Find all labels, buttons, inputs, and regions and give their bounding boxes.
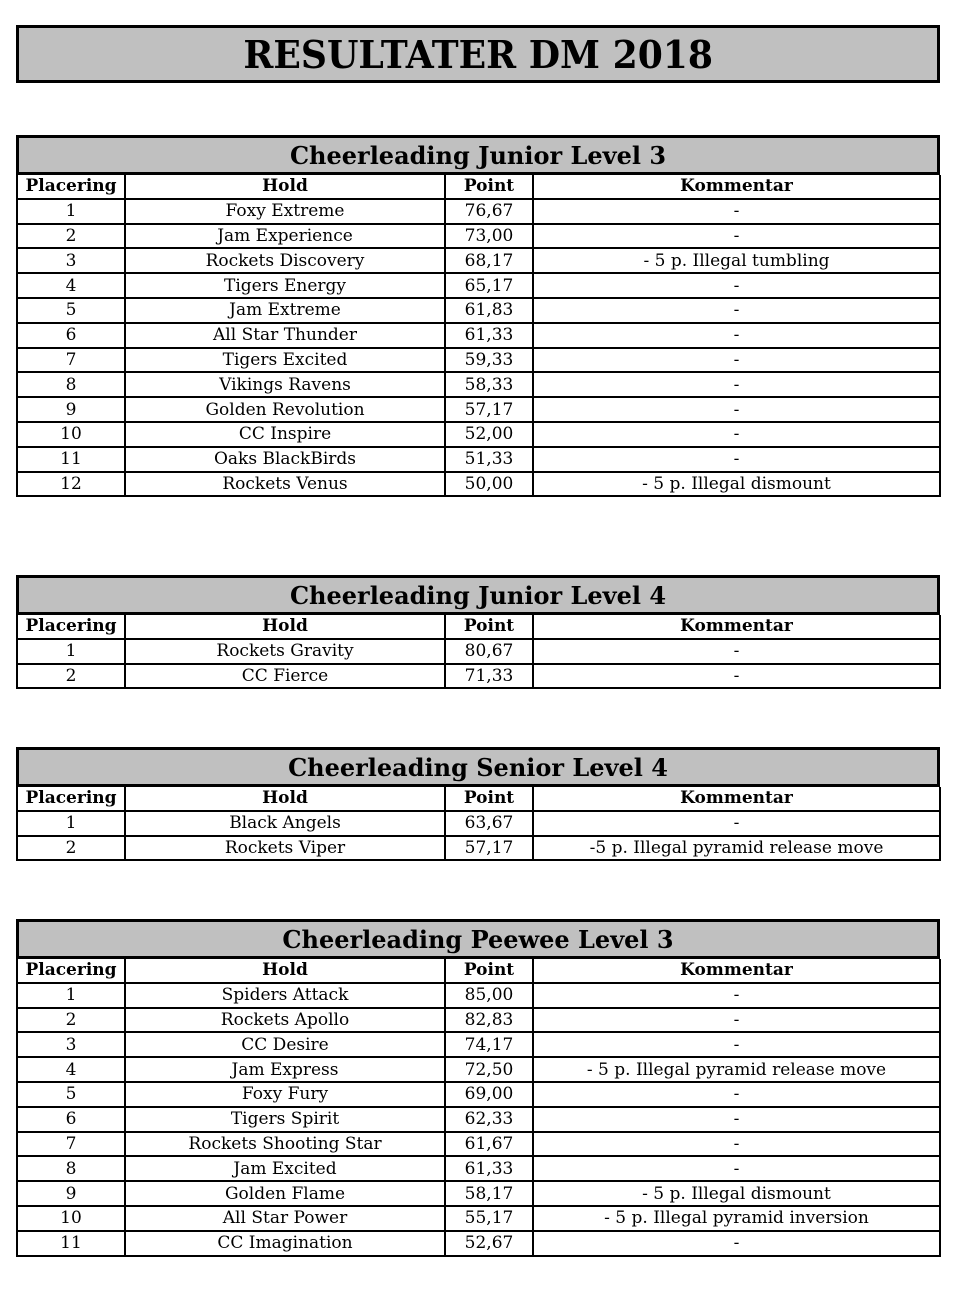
comment-cell: -	[533, 422, 940, 447]
table-row	[17, 1082, 940, 1107]
table-row	[17, 372, 940, 397]
placering-cell: 11	[17, 447, 125, 472]
comment-cell: - 5 p. Illegal pyramid release move	[533, 1057, 940, 1082]
table-row	[17, 1156, 940, 1181]
team-cell: CC Imagination	[125, 1231, 445, 1256]
column-header-row	[17, 787, 940, 811]
comment-cell: -	[533, 447, 940, 472]
page-title: RESULTATER DM 2018	[243, 31, 713, 77]
placering-cell: 2	[17, 664, 125, 689]
column-header-point: Point	[445, 615, 533, 639]
section-header	[16, 135, 940, 175]
points-cell: 52,00	[445, 422, 533, 447]
team-cell: Rockets Venus	[125, 472, 445, 497]
table-row	[17, 397, 940, 422]
comment-cell: -	[533, 273, 940, 298]
table-row	[17, 422, 940, 447]
team-cell: All Star Thunder	[125, 323, 445, 348]
points-cell: 74,17	[445, 1032, 533, 1057]
section-title: Cheerleading Senior Level 4	[288, 752, 668, 782]
table-row	[17, 1231, 940, 1256]
placering-cell: 1	[17, 639, 125, 664]
comment-cell: -	[533, 1156, 940, 1181]
results-table	[16, 175, 941, 497]
placering-cell: 4	[17, 1057, 125, 1082]
team-cell: Rockets Apollo	[125, 1008, 445, 1033]
team-cell: Rockets Gravity	[125, 639, 445, 664]
points-cell: 50,00	[445, 472, 533, 497]
team-cell: CC Fierce	[125, 664, 445, 689]
column-header-placering: Placering	[17, 615, 125, 639]
section-title: Cheerleading Junior Level 4	[289, 580, 667, 610]
column-header-kommentar: Kommentar	[533, 175, 940, 199]
column-header-kommentar: Kommentar	[533, 787, 940, 811]
table-row	[17, 639, 940, 664]
points-cell: 80,67	[445, 639, 533, 664]
comment-cell: -5 p. Illegal pyramid release move	[533, 836, 940, 861]
points-cell: 65,17	[445, 273, 533, 298]
column-header-placering: Placering	[17, 959, 125, 983]
team-cell: Spiders Attack	[125, 983, 445, 1008]
points-cell: 72,50	[445, 1057, 533, 1082]
table-row	[17, 1008, 940, 1033]
table-row	[17, 224, 940, 249]
placering-cell: 5	[17, 298, 125, 323]
team-cell: CC Inspire	[125, 422, 445, 447]
table-row	[17, 447, 940, 472]
team-cell: Golden Flame	[125, 1181, 445, 1206]
team-cell: All Star Power	[125, 1206, 445, 1231]
results-table	[16, 787, 941, 861]
results-table	[16, 959, 941, 1257]
points-cell: 73,00	[445, 224, 533, 249]
table-row	[17, 472, 940, 497]
points-cell: 61,67	[445, 1132, 533, 1157]
team-cell: Oaks BlackBirds	[125, 447, 445, 472]
comment-cell: -	[533, 664, 940, 689]
team-cell: Jam Extreme	[125, 298, 445, 323]
team-cell: Jam Excited	[125, 1156, 445, 1181]
table-row	[17, 273, 940, 298]
comment-cell: -	[533, 348, 940, 373]
column-header-row	[17, 959, 940, 983]
column-header-hold: Hold	[125, 787, 445, 811]
results-section	[16, 575, 940, 689]
section-title: Cheerleading Junior Level 3	[289, 140, 667, 170]
table-row	[17, 664, 940, 689]
comment-cell: - 5 p. Illegal tumbling	[533, 248, 940, 273]
table-row	[17, 199, 940, 224]
comment-cell: -	[533, 1032, 940, 1057]
team-cell: Jam Express	[125, 1057, 445, 1082]
table-row	[17, 1132, 940, 1157]
placering-cell: 10	[17, 1206, 125, 1231]
placering-cell: 1	[17, 811, 125, 836]
section-header	[16, 747, 940, 787]
table-row	[17, 983, 940, 1008]
placering-cell: 4	[17, 273, 125, 298]
team-cell: Rockets Discovery	[125, 248, 445, 273]
comment-cell: -	[533, 372, 940, 397]
points-cell: 52,67	[445, 1231, 533, 1256]
placering-cell: 8	[17, 1156, 125, 1181]
placering-cell: 5	[17, 1082, 125, 1107]
page-title-box	[16, 25, 940, 83]
column-header-placering: Placering	[17, 787, 125, 811]
table-row	[17, 1107, 940, 1132]
column-header-row	[17, 615, 940, 639]
table-row	[17, 298, 940, 323]
team-cell: Jam Experience	[125, 224, 445, 249]
column-header-row	[17, 175, 940, 199]
column-header-placering: Placering	[17, 175, 125, 199]
results-section	[16, 747, 940, 861]
comment-cell: -	[533, 1082, 940, 1107]
placering-cell: 1	[17, 983, 125, 1008]
comment-cell: -	[533, 983, 940, 1008]
comment-cell: -	[533, 323, 940, 348]
comment-cell: -	[533, 397, 940, 422]
placering-cell: 7	[17, 1132, 125, 1157]
points-cell: 68,17	[445, 248, 533, 273]
column-header-hold: Hold	[125, 615, 445, 639]
comment-cell: -	[533, 298, 940, 323]
team-cell: Tigers Excited	[125, 348, 445, 373]
team-cell: Tigers Energy	[125, 273, 445, 298]
section-header	[16, 575, 940, 615]
team-cell: CC Desire	[125, 1032, 445, 1057]
placering-cell: 12	[17, 472, 125, 497]
points-cell: 57,17	[445, 397, 533, 422]
column-header-hold: Hold	[125, 959, 445, 983]
points-cell: 59,33	[445, 348, 533, 373]
points-cell: 61,83	[445, 298, 533, 323]
comment-cell: -	[533, 639, 940, 664]
comment-cell: - 5 p. Illegal dismount	[533, 1181, 940, 1206]
table-row	[17, 836, 940, 861]
team-cell: Foxy Fury	[125, 1082, 445, 1107]
points-cell: 62,33	[445, 1107, 533, 1132]
points-cell: 63,67	[445, 811, 533, 836]
column-header-kommentar: Kommentar	[533, 959, 940, 983]
column-header-point: Point	[445, 175, 533, 199]
comment-cell: -	[533, 1132, 940, 1157]
table-row	[17, 1181, 940, 1206]
placering-cell: 2	[17, 224, 125, 249]
comment-cell: - 5 p. Illegal pyramid inversion	[533, 1206, 940, 1231]
team-cell: Golden Revolution	[125, 397, 445, 422]
points-cell: 61,33	[445, 323, 533, 348]
table-row	[17, 1206, 940, 1231]
comment-cell: - 5 p. Illegal dismount	[533, 472, 940, 497]
comment-cell: -	[533, 1107, 940, 1132]
table-row	[17, 248, 940, 273]
points-cell: 58,17	[445, 1181, 533, 1206]
points-cell: 69,00	[445, 1082, 533, 1107]
placering-cell: 9	[17, 1181, 125, 1206]
table-row	[17, 323, 940, 348]
points-cell: 76,67	[445, 199, 533, 224]
table-row	[17, 348, 940, 373]
points-cell: 71,33	[445, 664, 533, 689]
placering-cell: 6	[17, 1107, 125, 1132]
column-header-point: Point	[445, 959, 533, 983]
points-cell: 58,33	[445, 372, 533, 397]
placering-cell: 10	[17, 422, 125, 447]
placering-cell: 1	[17, 199, 125, 224]
placering-cell: 8	[17, 372, 125, 397]
comment-cell: -	[533, 199, 940, 224]
results-section	[16, 135, 940, 497]
placering-cell: 2	[17, 1008, 125, 1033]
placering-cell: 6	[17, 323, 125, 348]
placering-cell: 9	[17, 397, 125, 422]
comment-cell: -	[533, 1231, 940, 1256]
comment-cell: -	[533, 224, 940, 249]
column-header-point: Point	[445, 787, 533, 811]
table-row	[17, 1057, 940, 1082]
points-cell: 82,83	[445, 1008, 533, 1033]
table-row	[17, 811, 940, 836]
placering-cell: 3	[17, 1032, 125, 1057]
placering-cell: 2	[17, 836, 125, 861]
table-row	[17, 1032, 940, 1057]
team-cell: Rockets Viper	[125, 836, 445, 861]
points-cell: 55,17	[445, 1206, 533, 1231]
points-cell: 85,00	[445, 983, 533, 1008]
column-header-hold: Hold	[125, 175, 445, 199]
points-cell: 57,17	[445, 836, 533, 861]
points-cell: 61,33	[445, 1156, 533, 1181]
points-cell: 51,33	[445, 447, 533, 472]
results-section	[16, 919, 940, 1257]
team-cell: Foxy Extreme	[125, 199, 445, 224]
section-header	[16, 919, 940, 959]
team-cell: Vikings Ravens	[125, 372, 445, 397]
placering-cell: 3	[17, 248, 125, 273]
section-title: Cheerleading Peewee Level 3	[282, 924, 674, 954]
placering-cell: 11	[17, 1231, 125, 1256]
placering-cell: 7	[17, 348, 125, 373]
team-cell: Rockets Shooting Star	[125, 1132, 445, 1157]
comment-cell: -	[533, 1008, 940, 1033]
comment-cell: -	[533, 811, 940, 836]
team-cell: Black Angels	[125, 811, 445, 836]
column-header-kommentar: Kommentar	[533, 615, 940, 639]
team-cell: Tigers Spirit	[125, 1107, 445, 1132]
results-table	[16, 615, 941, 689]
